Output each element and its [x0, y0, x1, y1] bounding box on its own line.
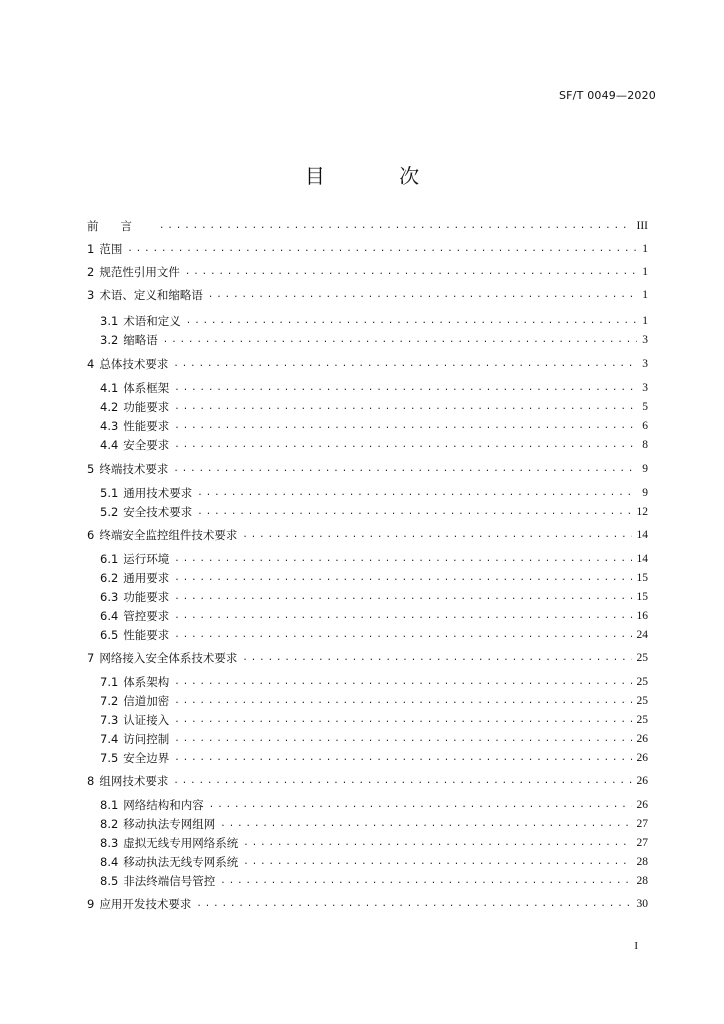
toc-entry[interactable] — [100, 873, 648, 889]
toc-page-number: 26 — [636, 775, 648, 787]
toc-section-number: 7.1 — [100, 675, 119, 689]
toc-page-number: 1 — [642, 266, 648, 278]
toc-entry[interactable] — [100, 797, 648, 813]
toc-leader-dots — [186, 313, 637, 329]
toc-page-number: 25 — [636, 714, 648, 726]
toc-page-number: 14 — [636, 553, 648, 565]
toc-label: 组网技术要求 — [99, 774, 169, 788]
toc-label: 术语和定义 — [123, 314, 181, 328]
toc-entry[interactable] — [87, 241, 648, 257]
toc-entry[interactable] — [100, 332, 648, 348]
toc-section-number: 7 — [87, 651, 95, 665]
toc-leader-dots — [159, 218, 632, 234]
toc-entry[interactable] — [100, 504, 648, 520]
toc-page-number: 3 — [642, 334, 648, 346]
toc-page-number: 26 — [636, 733, 648, 745]
toc-leader-dots — [243, 835, 631, 851]
toc-label: 通用技术要求 — [123, 486, 193, 500]
toc-page-number: 9 — [642, 487, 648, 499]
toc-section-number: 3 — [87, 288, 95, 302]
toc-label: 信道加密 — [123, 694, 170, 708]
toc-section-number: 9 — [87, 897, 95, 911]
toc-leader-dots — [174, 731, 631, 747]
toc-label: 体系框架 — [123, 381, 170, 395]
toc-page-number: 27 — [636, 837, 648, 849]
toc-page-number: III — [636, 220, 648, 232]
toc-section-number: 8.1 — [100, 798, 119, 812]
toc-label: 缩略语 — [123, 333, 158, 347]
toc-leader-dots — [197, 504, 631, 520]
toc-leader-dots — [173, 773, 631, 789]
toc-entry[interactable] — [100, 418, 648, 434]
toc-section-number: 6.5 — [100, 628, 119, 642]
toc-label: 体系架构 — [123, 675, 170, 689]
toc-label: 虚拟无线专用网络系统 — [123, 836, 239, 850]
toc-page-number: 26 — [636, 752, 648, 764]
toc-page-number: 6 — [642, 420, 648, 432]
toc-page-number: 1 — [642, 243, 648, 255]
toc-page-number: 25 — [636, 652, 648, 664]
toc-label: 规范性引用文件 — [99, 265, 180, 279]
toc-entry[interactable] — [100, 674, 648, 690]
toc-leader-dots — [174, 399, 637, 415]
toc-entry[interactable] — [100, 731, 648, 747]
toc-leader-dots — [174, 750, 631, 766]
toc-entry[interactable] — [100, 485, 648, 501]
toc-section-number: 4.3 — [100, 419, 119, 433]
toc-label: 访问控制 — [123, 732, 170, 746]
toc-entry[interactable] — [100, 835, 648, 851]
toc-leader-dots — [174, 437, 637, 453]
toc-section-number: 3.2 — [100, 333, 119, 347]
toc-section-number: 5 — [87, 462, 95, 476]
toc-section-number: 6.4 — [100, 609, 119, 623]
toc-section-number: 8 — [87, 774, 95, 788]
toc-label: 终端安全监控组件技术要求 — [99, 528, 238, 542]
toc-leader-dots — [197, 485, 637, 501]
toc-label: 应用开发技术要求 — [99, 897, 192, 911]
toc-label: 通用要求 — [123, 571, 170, 585]
toc-page-number: 14 — [636, 529, 648, 541]
toc-section-number: 8.4 — [100, 855, 119, 869]
toc-entry[interactable] — [87, 650, 648, 666]
toc-label: 移动执法无线专网系统 — [123, 855, 239, 869]
toc-entry[interactable] — [100, 570, 648, 586]
toc-leader-dots — [220, 816, 631, 832]
toc-label: 功能要求 — [123, 400, 170, 414]
toc-label: 总体技术要求 — [99, 357, 169, 371]
toc-section-number: 4 — [87, 357, 95, 371]
toc-label: 认证接入 — [123, 713, 170, 727]
toc-page-number: 30 — [636, 898, 648, 910]
toc-section-number: 2 — [87, 265, 95, 279]
toc-page-number: 5 — [642, 401, 648, 413]
toc-entry[interactable] — [87, 773, 648, 789]
toc-leader-dots — [174, 418, 637, 434]
toc-entry[interactable] — [87, 356, 648, 372]
toc-page-number: 1 — [642, 289, 648, 301]
toc-page-number: 25 — [636, 695, 648, 707]
toc-leader-dots — [174, 551, 631, 567]
toc-entry[interactable] — [87, 527, 648, 543]
toc-section-number: 7.5 — [100, 751, 119, 765]
toc-label: 功能要求 — [123, 590, 170, 604]
toc-label: 安全边界 — [123, 751, 170, 765]
toc-leader-dots — [174, 589, 631, 605]
toc-section-number: 1 — [87, 242, 95, 256]
toc-page-number: 26 — [636, 799, 648, 811]
toc-entry[interactable] — [100, 399, 648, 415]
toc-label: 前言 — [87, 219, 154, 233]
toc-leader-dots — [127, 241, 637, 257]
toc-section-number: 5.2 — [100, 505, 119, 519]
toc-leader-dots — [174, 608, 631, 624]
toc-label: 非法终端信号管控 — [123, 874, 216, 888]
toc-label: 术语、定义和缩略语 — [99, 288, 203, 302]
toc-label: 范围 — [99, 242, 123, 256]
toc-entry[interactable] — [100, 437, 648, 453]
toc-leader-dots — [185, 264, 637, 280]
toc-section-number: 4.4 — [100, 438, 119, 452]
toc-label: 移动执法专网组网 — [123, 817, 216, 831]
toc-label: 安全要求 — [123, 438, 170, 452]
toc-leader-dots — [220, 873, 631, 889]
toc-leader-dots — [208, 287, 637, 303]
toc-section-number: 6 — [87, 528, 95, 542]
toc-entry[interactable] — [100, 712, 648, 728]
toc-page-number: 28 — [636, 856, 648, 868]
toc-leader-dots — [196, 896, 631, 912]
toc-entry[interactable] — [100, 589, 648, 605]
toc-entry[interactable] — [87, 461, 648, 477]
toc-label: 网络结构和内容 — [123, 798, 204, 812]
toc-entry[interactable] — [87, 218, 648, 234]
toc-section-number: 3.1 — [100, 314, 119, 328]
toc-page-number: 15 — [636, 572, 648, 584]
footer-page-number: I — [634, 940, 638, 952]
toc-section-number: 7.2 — [100, 694, 119, 708]
document-id: SF/T 0049—2020 — [558, 89, 656, 102]
toc-leader-dots — [209, 797, 632, 813]
toc-page-number: 16 — [636, 610, 648, 622]
toc-entry[interactable] — [100, 551, 648, 567]
toc-leader-dots — [243, 854, 631, 870]
toc-page-number: 27 — [636, 818, 648, 830]
toc-leader-dots — [163, 332, 637, 348]
toc-section-number: 6.2 — [100, 571, 119, 585]
toc-entry[interactable] — [87, 264, 648, 280]
toc-leader-dots — [174, 627, 631, 643]
toc-page-number: 12 — [636, 506, 648, 518]
toc-entry[interactable] — [100, 854, 648, 870]
toc-section-number: 7.4 — [100, 732, 119, 746]
toc-entry[interactable] — [100, 313, 648, 329]
toc-leader-dots — [173, 356, 637, 372]
toc-section-number: 8.3 — [100, 836, 119, 850]
toc-entry[interactable] — [87, 896, 648, 912]
toc-label: 性能要求 — [123, 628, 170, 642]
toc-entry[interactable] — [100, 627, 648, 643]
toc-entry[interactable] — [87, 287, 648, 303]
toc-page-number: 9 — [642, 463, 648, 475]
toc-leader-dots — [174, 380, 637, 396]
toc-section-number: 8.5 — [100, 874, 119, 888]
toc-section-number: 4.1 — [100, 381, 119, 395]
toc-leader-dots — [173, 461, 637, 477]
toc-label: 管控要求 — [123, 609, 170, 623]
toc-entry[interactable] — [100, 693, 648, 709]
toc-leader-dots — [242, 527, 631, 543]
toc-page-number: 8 — [642, 439, 648, 451]
toc-page-number: 3 — [642, 358, 648, 370]
toc-entry[interactable] — [100, 750, 648, 766]
toc-entry[interactable] — [100, 380, 648, 396]
toc-label: 性能要求 — [123, 419, 170, 433]
toc-section-number: 6.1 — [100, 552, 119, 566]
toc-label: 终端技术要求 — [99, 462, 169, 476]
toc-section-number: 5.1 — [100, 486, 119, 500]
toc-section-number: 4.2 — [100, 400, 119, 414]
toc-page-number: 28 — [636, 875, 648, 887]
toc-leader-dots — [242, 650, 631, 666]
toc-page-number: 24 — [636, 629, 648, 641]
page-title: 目 次 — [304, 164, 454, 188]
toc-page-number: 15 — [636, 591, 648, 603]
toc-page-number: 3 — [642, 382, 648, 394]
toc-section-number: 6.3 — [100, 590, 119, 604]
toc-entry[interactable] — [100, 816, 648, 832]
toc-label: 安全技术要求 — [123, 505, 193, 519]
toc-leader-dots — [174, 712, 631, 728]
toc-leader-dots — [174, 570, 631, 586]
toc-entry[interactable] — [100, 608, 648, 624]
toc-section-number: 7.3 — [100, 713, 119, 727]
toc-leader-dots — [174, 693, 631, 709]
toc-label: 网络接入安全体系技术要求 — [99, 651, 238, 665]
toc-section-number: 8.2 — [100, 817, 119, 831]
toc-page-number: 1 — [642, 315, 648, 327]
toc-page-number: 25 — [636, 676, 648, 688]
toc-leader-dots — [174, 674, 631, 690]
toc-label: 运行环境 — [123, 552, 170, 566]
